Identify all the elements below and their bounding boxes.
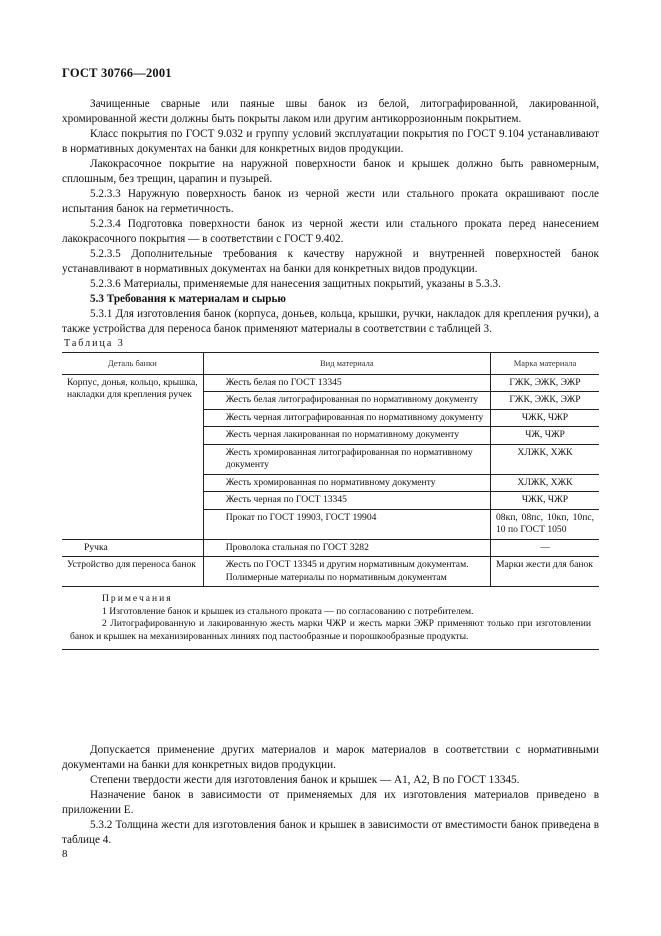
- paragraph: 5.2.3.5 Дополнительные требования к качеству наружной и внутренней поверхностей банок устанавливают в нормативных документах на банки для конкретных видов продукции.: [62, 248, 599, 275]
- table-row: [62, 374, 599, 392]
- text-block-bottom: [62, 743, 599, 848]
- column-header: Деталь банки: [62, 353, 203, 375]
- material-cell: Прокат по ГОСТ 19903, ГОСТ 19904: [203, 509, 490, 539]
- part-cell: Корпус, донья, кольцо, крышка, накладки для крепления ручек: [62, 374, 203, 539]
- paragraph: Допускается применение других материалов и марок материалов в соответствии с нормативными документами на банки для конкретных видов продукции.: [62, 744, 599, 771]
- material-cell: Жесть черная лакированная по нормативному документу: [203, 427, 490, 445]
- text-block-top: [62, 97, 599, 337]
- paragraph: 5.2.3.3 Наружную поверхность банок из черной жести или стального проката окрашивают после испытания банок на герметичность.: [62, 188, 599, 215]
- note-item: 2 Литографированную и лакированную жесть марки ЧЖР и жесть марки ЭЖР применяют только при изготовлении банок и крышек на механизированных линиях под пастообразные и порошкообразные продукты.: [70, 618, 591, 642]
- grade-cell: —: [491, 539, 600, 557]
- grade-cell: ЧЖК, ЧЖР: [491, 409, 600, 427]
- column-header: Вид материала: [203, 353, 490, 375]
- material-cell: Жесть хромированная по нормативному документу: [203, 474, 490, 492]
- grade-cell: ЧЖК, ЧЖР: [491, 492, 600, 510]
- material-line: Жесть по ГОСТ 13345 и другим нормативным документам.: [225, 559, 469, 570]
- notes-title: Примечания: [102, 593, 173, 604]
- part-cell: Устройство для переноса банок: [62, 557, 203, 587]
- grade-cell: ХЛЖК, ХЖК: [491, 474, 600, 492]
- paragraph: 5.2.3.6 Материалы, применяемые для нанесения защитных покрытий, указаны в 5.3.3.: [90, 278, 501, 290]
- grade-cell: 08кп, 08пс, 10кп, 10пс, 10 по ГОСТ 1050: [491, 509, 600, 539]
- page-number: 8: [62, 848, 68, 860]
- table-row: [62, 539, 599, 557]
- materials-table: [62, 352, 599, 650]
- material-cell: Жесть белая по ГОСТ 13345: [203, 374, 490, 392]
- material-cell: Проволока стальная по ГОСТ 3282: [203, 539, 490, 557]
- grade-cell: ГЖК, ЭЖК, ЭЖР: [491, 374, 600, 392]
- material-cell: Жесть хромированная литографированная по нормативному документу: [203, 444, 490, 474]
- paragraph: Назначение банок в зависимости от применяемых для их изготовления материалов приведено в приложении Е.: [62, 789, 599, 816]
- material-cell: Жесть белая литографированная по нормативному документу: [203, 392, 490, 410]
- paragraph: Зачищенные сварные или паяные швы банок из белой, литографированной, лакированной, хромированной жести должны быть покрыты лаком или другим антикоррозионным покрытием.: [62, 98, 599, 125]
- paragraph: 5.3.1 Для изготовления банок (корпуса, доньев, кольца, крышки, ручки, накладок для крепления ручки), а также устройства для переноса банок применяют материалы в соответствии с таблицей 3.: [62, 308, 599, 335]
- paragraph: Степени твердости жести для изготовления банок и крышек — А1, А2, В по ГОСТ 13345.: [90, 774, 520, 786]
- paragraph: 5.3.2 Толщина жести для изготовления банок и крышек в зависимости от вместимости банок приведена в таблице 4.: [62, 819, 599, 846]
- grade-cell: ХЛЖК, ХЖК: [491, 444, 600, 474]
- paragraph: Лакокрасочное покрытие на наружной поверхности банок и крышек должно быть равномерным, сплошным, без трещин, царапин и пузырей.: [62, 158, 599, 185]
- table-label: Таблица 3: [64, 338, 125, 349]
- grade-cell: ЧЖ, ЧЖР: [491, 427, 600, 445]
- note-item: 1 Изготовление банок и крышек из стального проката — по согласованию с потребителем.: [102, 605, 474, 617]
- table-row: [62, 557, 599, 587]
- notes-row: [62, 587, 599, 650]
- grade-cell: ГЖК, ЭЖК, ЭЖР: [491, 392, 600, 410]
- material-cell: Жесть черная по ГОСТ 13345: [203, 492, 490, 510]
- column-header: Марка материала: [491, 353, 600, 375]
- grade-cell: Марки жести для банок: [496, 559, 593, 570]
- notes-cell: [62, 587, 599, 650]
- table-header-row: [62, 353, 599, 375]
- section-heading: 5.3 Требования к материалам и сырью: [90, 293, 286, 305]
- material-cell: Жесть черная литографированная по нормативному документу: [203, 409, 490, 427]
- material-line: Полимерные материалы по нормативным документам: [225, 571, 447, 583]
- document-header: ГОСТ 30766—2001: [62, 66, 172, 80]
- part-cell: Ручка: [62, 539, 203, 557]
- material-cell: [203, 557, 490, 587]
- paragraph: Класс покрытия по ГОСТ 9.032 и группу условий эксплуатации покрытия по ГОСТ 9.104 устанавливают в нормативных документах на банки для конкретных видов продукции.: [62, 128, 599, 155]
- paragraph: 5.2.3.4 Подготовка поверхности банок из черной жести или стального проката перед нанесением лакокрасочного покрытия — в соответствии с ГОСТ 9.402.: [62, 218, 599, 245]
